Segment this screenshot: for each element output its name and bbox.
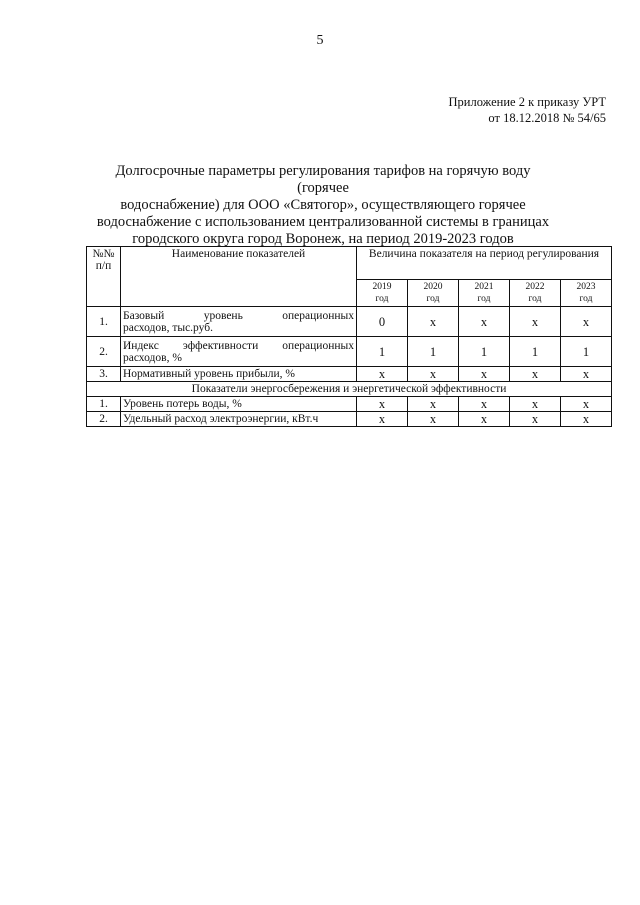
row-value: x xyxy=(510,397,561,412)
row-number: 2. xyxy=(87,337,121,367)
table-row xyxy=(87,307,612,337)
row-number: 2. xyxy=(87,412,121,427)
table-header-row xyxy=(87,247,612,280)
row-number: 3. xyxy=(87,367,121,382)
row-value: x xyxy=(459,397,510,412)
title-line-1: Долгосрочные параметры регулирования тарифов на горячую воду (горячее xyxy=(115,163,531,196)
row-value: 1 xyxy=(510,337,561,367)
row-value: 1 xyxy=(561,337,612,367)
header-number: №№ п/п xyxy=(87,247,121,307)
title-line-3: водоснабжение с использованием централизованной системы в границах xyxy=(96,214,550,230)
row-value: 1 xyxy=(459,337,510,367)
appendix-reference xyxy=(449,94,607,126)
row-value: 0 xyxy=(357,307,408,337)
appendix-line-2: от 18.12.2018 № 54/65 xyxy=(488,111,606,125)
section-header-row xyxy=(87,382,612,397)
row-name: Удельный расход электроэнергии, кВт.ч xyxy=(121,412,357,427)
row-value: 1 xyxy=(357,337,408,367)
row-name: Базовый уровень операционных расходов, тыс.руб. xyxy=(121,307,357,337)
row-value: x xyxy=(459,412,510,427)
row-value: x xyxy=(357,367,408,382)
parameters-table xyxy=(86,246,612,427)
year-header: 2021 год xyxy=(459,280,510,307)
header-value: Величина показателя на период регулирования xyxy=(357,247,612,280)
table-row xyxy=(87,397,612,412)
row-value: x xyxy=(408,367,459,382)
title-line-4: городского округа город Воронеж, на период 2019-2023 годов xyxy=(132,231,514,247)
row-name: Уровень потерь воды, % xyxy=(121,397,357,412)
title-line-2: водоснабжение) для ООО «Святогор», осуществляющего горячее xyxy=(120,197,526,213)
year-header: 2019 год xyxy=(357,280,408,307)
row-value: x xyxy=(561,397,612,412)
row-value: x xyxy=(459,367,510,382)
table-row xyxy=(87,412,612,427)
table-row xyxy=(87,337,612,367)
row-value: x xyxy=(510,412,561,427)
row-name: Индекс эффективности операционных расходов, % xyxy=(121,337,357,367)
table-row xyxy=(87,367,612,382)
row-value: 1 xyxy=(408,337,459,367)
row-number: 1. xyxy=(87,397,121,412)
row-value: x xyxy=(408,307,459,337)
row-value: x xyxy=(561,367,612,382)
row-name: Нормативный уровень прибыли, % xyxy=(121,367,357,382)
row-value: x xyxy=(357,412,408,427)
page-number: 5 xyxy=(316,33,324,48)
row-value: x xyxy=(408,397,459,412)
header-indicator-name: Наименование показателей xyxy=(121,247,357,307)
row-value: x xyxy=(459,307,510,337)
section-title: Показатели энергосбережения и энергетической эффективности xyxy=(87,382,612,397)
row-value: x xyxy=(408,412,459,427)
row-value: x xyxy=(357,397,408,412)
year-header: 2023 год xyxy=(561,280,612,307)
row-value: x xyxy=(561,412,612,427)
appendix-line-1: Приложение 2 к приказу УРТ xyxy=(448,95,606,109)
row-value: x xyxy=(510,307,561,337)
year-header: 2020 год xyxy=(408,280,459,307)
document-title xyxy=(88,163,558,248)
row-value: x xyxy=(510,367,561,382)
row-number: 1. xyxy=(87,307,121,337)
row-value: x xyxy=(561,307,612,337)
year-header: 2022 год xyxy=(510,280,561,307)
